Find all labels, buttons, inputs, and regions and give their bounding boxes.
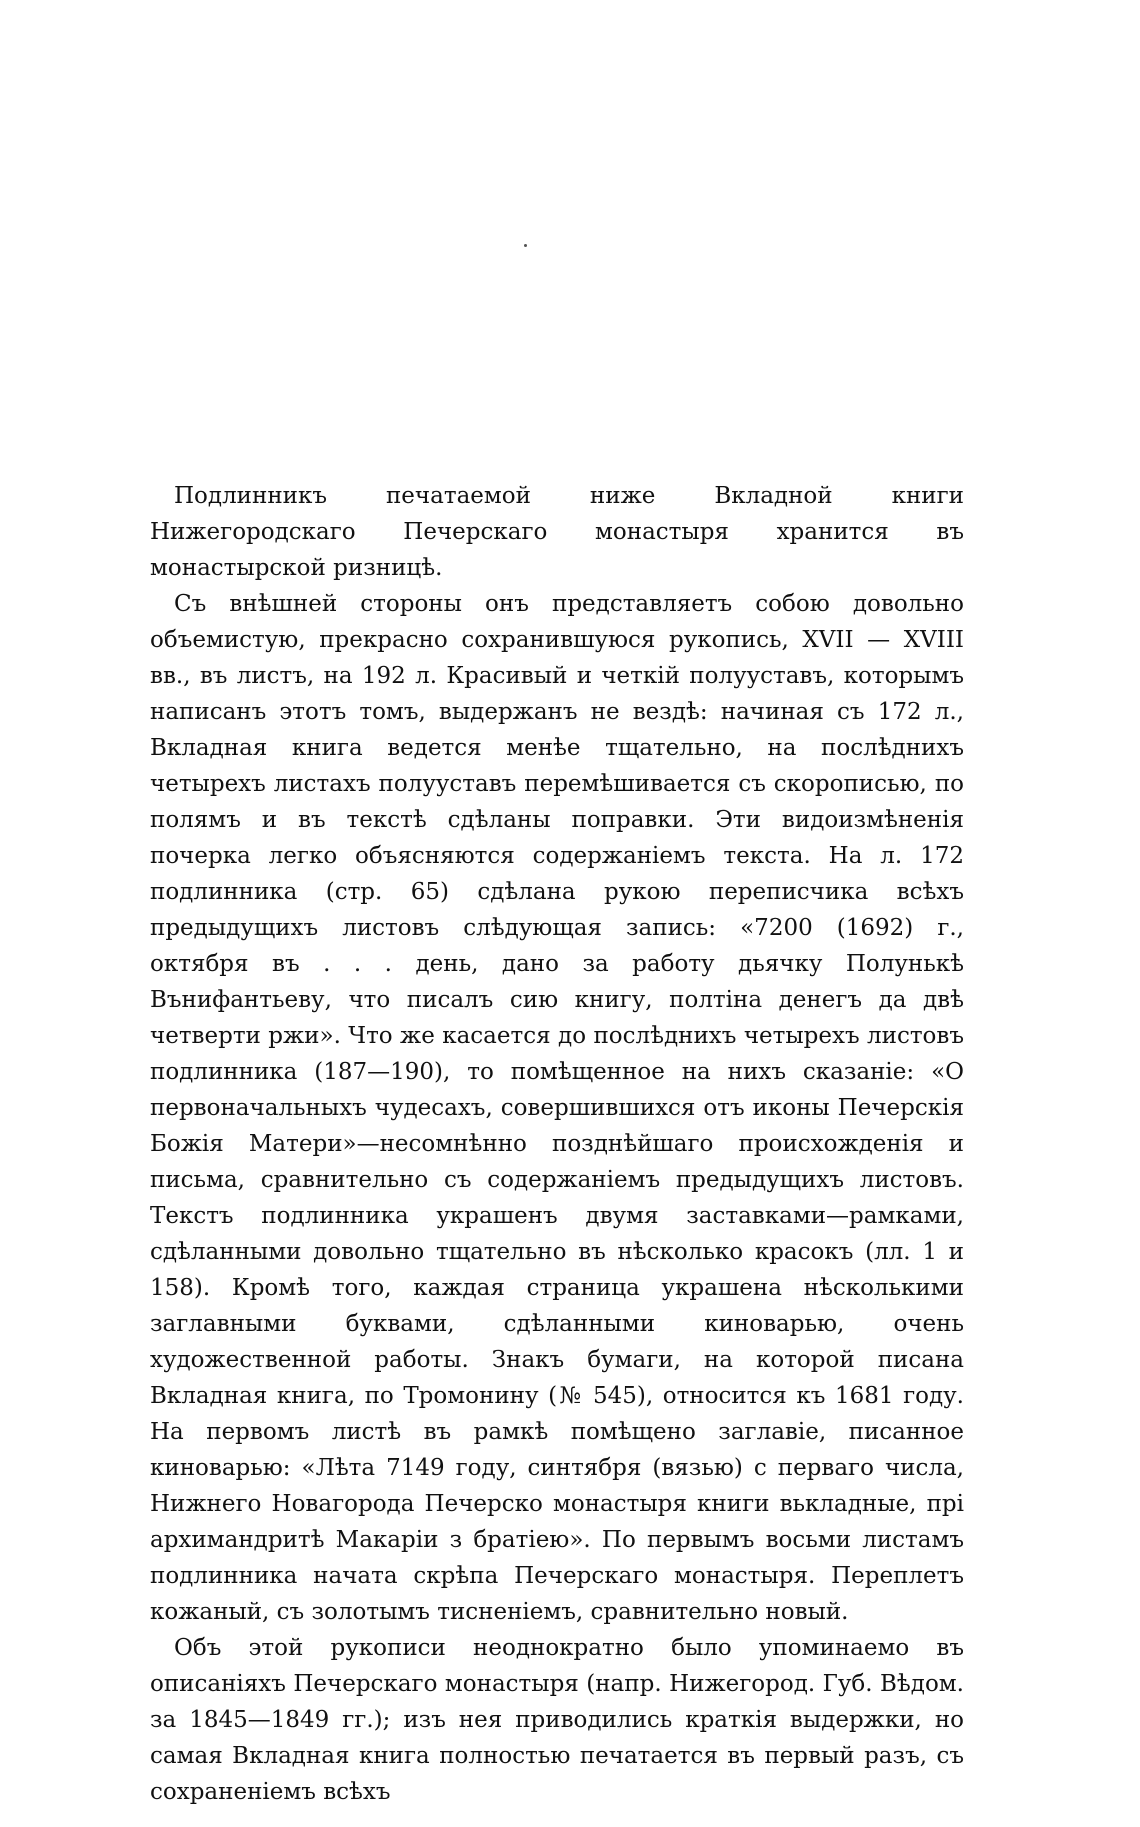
body-text (150, 478, 964, 1810)
paragraph-2: Съ внѣшней стороны онъ представляетъ собою довольно объемистую, прекрасно сохранившуюся рукопись, XVII — XVIII вв., въ листъ, на 192 л. Красивый и четкій полууставъ, которымъ написанъ этотъ томъ, выдержанъ не вездѣ: начиная съ 172 л., Вкладная книга ведется менѣе тщательно, на послѣднихъ четырехъ листахъ полууставъ перемѣшивается съ скорописью, по полямъ и въ текстѣ сдѣланы поправки. Эти видоизмѣненія почерка легко объясняются содержаніемъ текста. На л. 172 подлинника (стр. 65) сдѣлана рукою переписчика всѣхъ предыдущихъ листовъ слѣдующая запись: «7200 (1692) г., октября въ . . . день, дано за работу дьячку Полунькѣ Вънифантьеву, что писалъ сию книгу, полтіна денегъ да двѣ четверти ржи». Что же касается до послѣднихъ четырехъ листовъ подлинника (187—190), то помѣщенное на нихъ сказаніе: «О первоначальныхъ чудесахъ, совершившихся отъ иконы Печерскія Божія Матери»—несомнѣнно позднѣйшаго происхожденія и письма, сравнительно съ содержаніемъ предыдущихъ листовъ. Текстъ подлинника украшенъ двумя заставками—рамками, сдѣланными довольно тщательно въ нѣсколько красокъ (лл. 1 и 158). Кромѣ того, каждая страница украшена нѣсколькими заглавными буквами, сдѣланными киноварью, очень художественной работы. Знакъ бумаги, на которой писана Вкладная книга, по Тромонину (№ 545), относится къ 1681 году. На первомъ листѣ въ рамкѣ помѣщено заглавіе, писанное киноварью: «Лѣта 7149 году, синтября (вязью) с перваго числа, Нижнего Новагорода Печерско монастыря книги вькладные, прі архимандритѣ Макаріи з братіею». По первымъ восьми листамъ подлинника начата скрѣпа Печерскаго монастыря. Переплетъ кожаный, съ золотымъ тисненіемъ, сравнительно новый. (150, 591, 964, 1625)
paragraph-3: Объ этой рукописи неоднократно было упоминаемо въ описаніяхъ Печерскаго монастыря (напр. Нижегород. Губ. Вѣдом. за 1845—1849 гг.); изъ нея приводились краткія выдержки, но самая Вкладная книга полностью печатается въ первый разъ, съ сохраненіемъ всѣхъ (150, 1635, 964, 1805)
paragraph-1: Подлинникъ печатаемой ниже Вкладной книги Нижегородскаго Печерскаго монастыря хранится въ монастырской ризницѣ. (150, 483, 964, 581)
print-speck (524, 244, 527, 247)
